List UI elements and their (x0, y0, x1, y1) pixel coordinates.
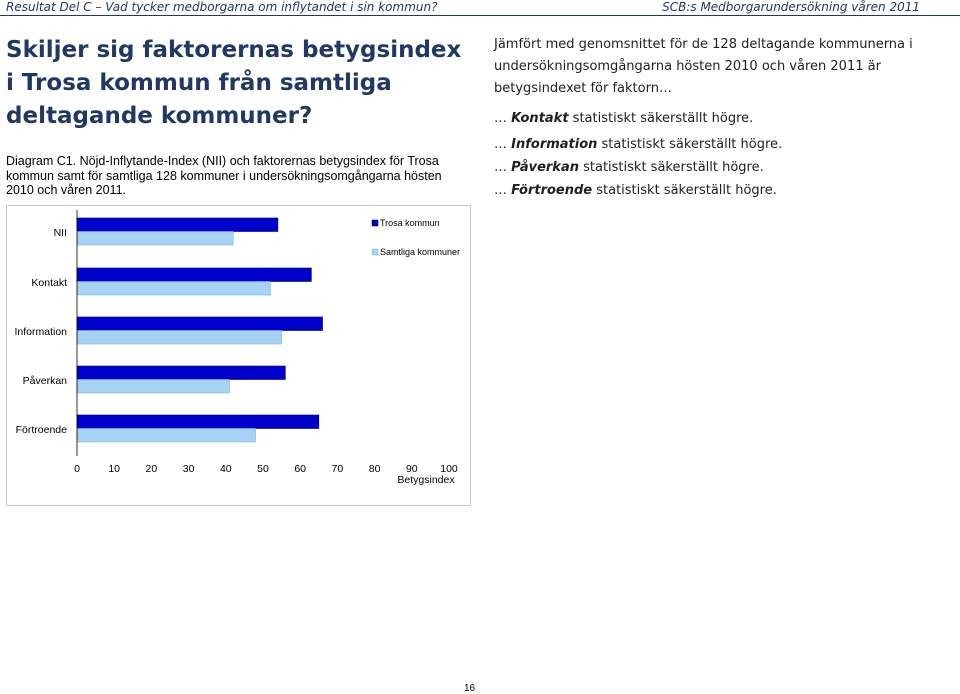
bar-trosa-kontakt (77, 268, 311, 282)
x-tick-label: 70 (331, 463, 344, 475)
legend-label: Trosa kommun (380, 218, 440, 228)
category-label: Kontakt (31, 277, 67, 289)
finding-item: … Information statistiskt säkerställt högre. (494, 137, 783, 152)
bar-samtliga-nii (77, 232, 233, 246)
bar-trosa-information (77, 317, 323, 331)
legend-label: Samtliga kommuner (380, 247, 461, 257)
legend-swatch (372, 249, 378, 255)
category-label: Förtroende (15, 424, 67, 436)
bar-samtliga-kontakt (77, 282, 270, 296)
bar-trosa-påverkan (77, 366, 285, 380)
x-tick-label: 30 (182, 463, 195, 475)
bar-trosa-förtroende (77, 415, 319, 429)
bar-trosa-nii (77, 218, 278, 232)
page-number: 16 (464, 683, 476, 694)
bar-samtliga-påverkan (77, 380, 230, 394)
x-tick-label: 80 (368, 463, 381, 475)
finding-item: … Kontakt statistiskt säkerställt högre. (494, 111, 754, 126)
header-right-text: SCB:s Medborgarundersökning våren 2011 (662, 0, 920, 14)
category-label: Påverkan (22, 375, 67, 387)
category-label: NII (53, 227, 67, 239)
x-tick-label: 50 (257, 463, 269, 475)
x-tick-label: 90 (405, 463, 418, 475)
legend-swatch (372, 220, 378, 226)
x-tick-label: 0 (74, 463, 80, 475)
x-tick-label: 60 (294, 463, 307, 475)
x-tick-label: 100 (440, 463, 458, 475)
findings-intro: Jämfört med genomsnittet för de 128 deltagande kommunerna i undersökningsomgångarna hösten 2010 och våren 2011 är betygsindexet för faktorn… (494, 37, 913, 96)
x-tick-label: 20 (145, 463, 158, 475)
finding-item: … Förtroende statistiskt säkerställt högre. (494, 183, 777, 198)
x-tick-label: 40 (219, 463, 232, 475)
x-tick-label: 10 (108, 463, 121, 475)
bar-samtliga-förtroende (77, 429, 256, 443)
bar-samtliga-information (77, 331, 282, 345)
category-label: Information (14, 326, 67, 338)
x-axis-label: Betygsindex (397, 474, 455, 486)
page-title: Skiljer sig faktorernas betygsindex i Trosa kommun från samtliga deltagande kommuner? (6, 37, 462, 129)
chart-caption: Diagram C1. Nöjd-Inflytande-Index (NII) och faktorernas betygsindex för Trosa kommun samt för samtliga 128 kommuner i undersökningsomgångarna hösten 2010 och våren 2011. (6, 154, 442, 197)
header-left-text: Resultat Del C – Vad tycker medborgarna om inflytandet i sin kommun? (6, 0, 438, 14)
finding-item: … Påverkan statistiskt säkerställt högre. (494, 160, 764, 175)
